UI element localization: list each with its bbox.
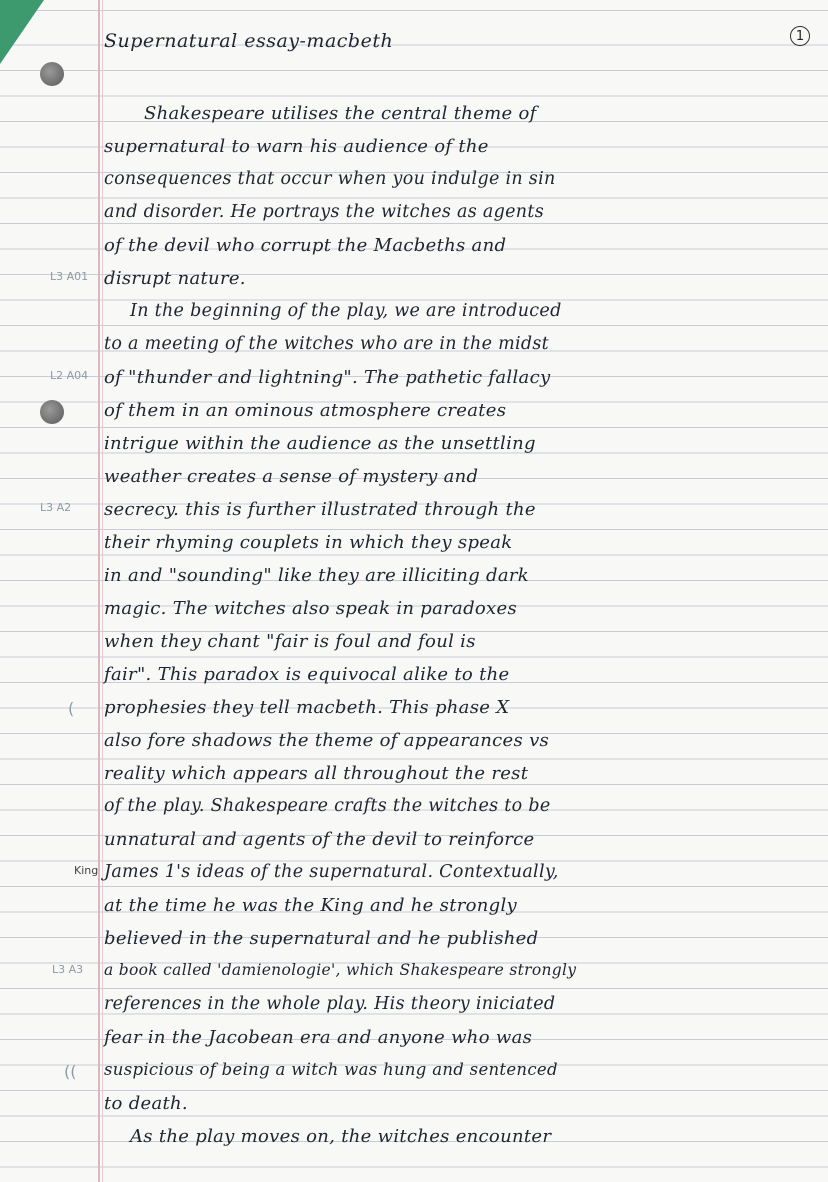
- essay-line: of "thunder and lightning". The pathetic fallacy: [104, 367, 551, 388]
- essay-line: reality which appears all throughout the rest: [104, 763, 529, 784]
- essay-line: disrupt nature.: [104, 268, 246, 289]
- essay-line: of the play. Shakespeare crafts the witches to be: [104, 796, 551, 816]
- essay-line: a book called 'damienologie', which Shakespeare strongly: [104, 961, 577, 979]
- essay-line: references in the whole play. His theory iniciated: [104, 994, 556, 1014]
- margin-note: L3 A2: [40, 501, 72, 514]
- essay-line: weather creates a sense of mystery and: [104, 466, 479, 487]
- essay-line: at the time he was the King and he strongly: [104, 895, 518, 916]
- margin-note: L2 A04: [50, 369, 89, 382]
- essay-line: and disorder. He portrays the witches as agents: [104, 202, 544, 222]
- essay-line: As the play moves on, the witches encounter: [130, 1126, 552, 1147]
- essay-line: to death.: [104, 1093, 188, 1114]
- essay-line: unnatural and agents of the devil to reinforce: [104, 829, 535, 850]
- punch-hole-top: [40, 62, 64, 86]
- essay-line: prophesies they tell macbeth. This phase X: [104, 697, 510, 718]
- punch-hole-middle: [40, 400, 64, 424]
- essay-title: Supernatural essay-macbeth: [104, 30, 394, 52]
- page-number: 1: [790, 26, 810, 46]
- margin-note: (: [68, 699, 75, 718]
- essay-line: supernatural to warn his audience of the: [104, 136, 489, 157]
- essay-line: magic. The witches also speak in paradoxes: [104, 598, 517, 619]
- essay-line: also fore shadows the theme of appearances vs: [104, 730, 550, 751]
- essay-line: In the beginning of the play, we are introduced: [130, 301, 562, 321]
- essay-line: consequences that occur when you indulge in sin: [104, 169, 556, 189]
- essay-line: to a meeting of the witches who are in the midst: [104, 334, 550, 354]
- essay-line: secrecy. this is further illustrated through the: [104, 499, 536, 520]
- margin-note: L3 A3: [52, 963, 84, 976]
- essay-line: fair". This paradox is equivocal alike to the: [104, 664, 510, 685]
- margin-line-inner: [102, 0, 103, 1182]
- margin-line: [98, 0, 100, 1182]
- margin-note: ((: [64, 1062, 77, 1081]
- margin-note: King: [74, 864, 99, 877]
- essay-line: James 1's ideas of the supernatural. Contextually,: [104, 862, 559, 882]
- essay-line: their rhyming couplets in which they speak: [104, 532, 513, 553]
- essay-line: Shakespeare utilises the central theme of: [144, 103, 537, 124]
- essay-line: suspicious of being a witch was hung and sentenced: [104, 1060, 558, 1079]
- essay-line: in and "sounding" like they are illiciting dark: [104, 565, 530, 586]
- page-corner-tab: [0, 0, 44, 64]
- essay-line: fear in the Jacobean era and anyone who was: [104, 1027, 533, 1048]
- essay-line: of the devil who corrupt the Macbeths and: [104, 235, 507, 256]
- essay-line: believed in the supernatural and he published: [104, 928, 539, 949]
- essay-line: of them in an ominous atmosphere creates: [104, 400, 507, 421]
- margin-note: L3 A01: [50, 270, 89, 283]
- essay-line: intrigue within the audience as the unsettling: [104, 433, 536, 454]
- essay-line: when they chant "fair is foul and foul is: [104, 631, 476, 652]
